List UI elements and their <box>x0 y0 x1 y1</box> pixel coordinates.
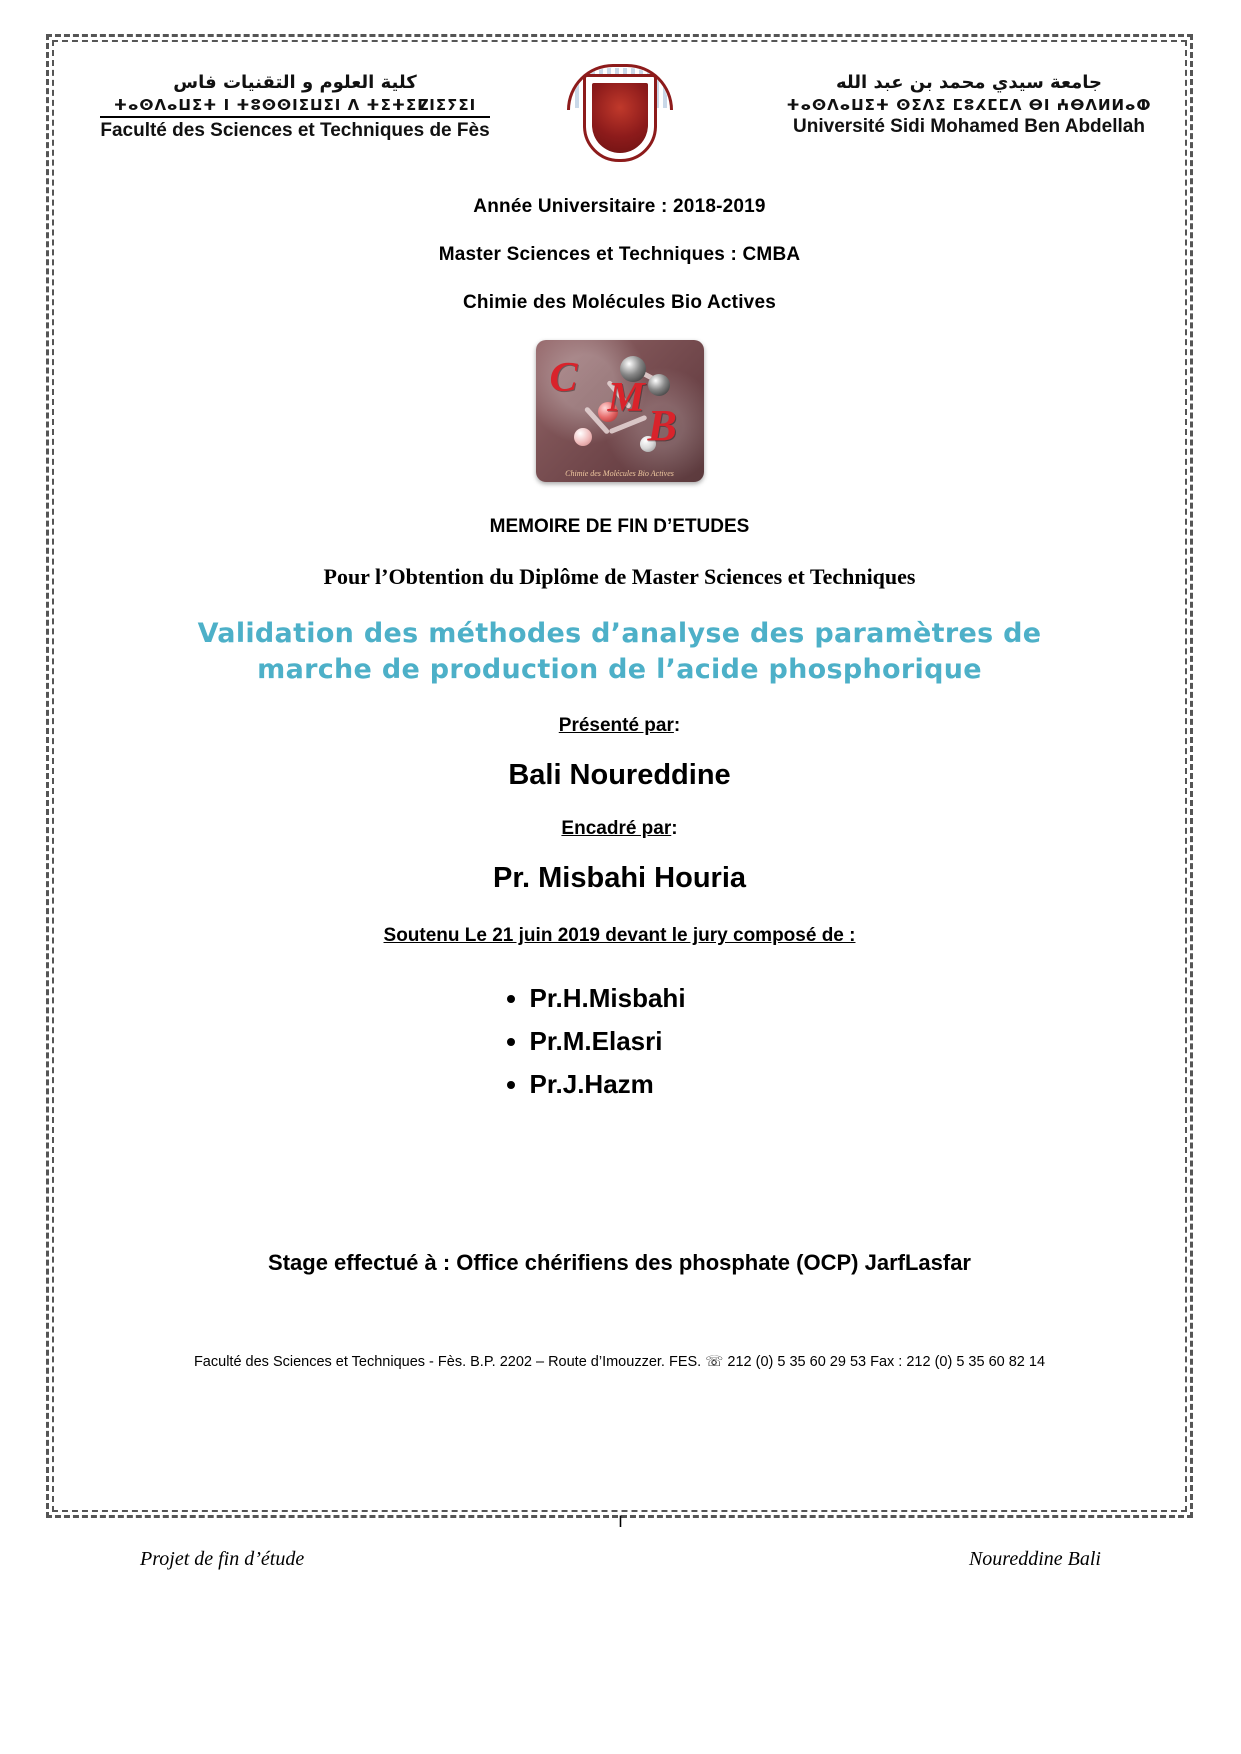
footer-right-note: Noureddine Bali <box>968 1548 1101 1570</box>
cmba-logo-image <box>536 340 704 482</box>
logo-letter-c: C <box>549 355 578 401</box>
logo-caption: Chimie des Molécules Bio Actives <box>565 469 674 478</box>
presented-by-colon: : <box>673 714 681 736</box>
logo-letter-b: B <box>647 401 677 450</box>
list-item: • Pr.M.Elasri <box>530 1026 830 1057</box>
university-identity <box>769 72 1169 138</box>
supervised-by-label <box>64 818 1175 840</box>
supervised-by-text: Encadré par <box>561 817 672 839</box>
degree-purpose: Pour l’Obtention du Diplôme de Master Sciences et Techniques <box>323 564 916 589</box>
supervisor-name: Pr. Misbahi Houria <box>493 861 746 894</box>
faculty-name-tifinagh: ⵜⴰⵙⴷⴰⵡⵉⵜ ⵏ ⵜⵓⵙⵙⵏⵉⵡⵉⵏ ⴷ ⵜⵉⵜⵉⵇⵏⵉⵢⵉⵏ <box>113 96 477 114</box>
molecule-atom <box>648 374 670 396</box>
supervised-by-colon: : <box>671 817 678 839</box>
program-fullname: Chimie des Molécules Bio Actives <box>463 292 776 313</box>
page-title: Validation des méthodes d’analyse des paramètres de marche de production de l’acide phosphorique <box>197 618 1042 686</box>
faculty-name-arabic: كلية العلوم و التقنيات فاس <box>173 72 417 93</box>
jury-list <box>410 983 830 1100</box>
university-seal-icon <box>565 62 675 166</box>
faculty-identity <box>70 72 520 142</box>
list-item: • Pr.H.Misbahi <box>530 983 830 1014</box>
footer-left-note: Projet de fin d’étude <box>140 1548 305 1570</box>
faculty-name-french: Faculté des Sciences et Techniques de Fès <box>100 116 489 142</box>
phone-icon: ☏ <box>705 1353 724 1370</box>
footer-address-part2: 212 (0) 5 35 60 29 53 Fax : 212 (0) 5 35 60 82 14 <box>727 1353 1046 1370</box>
university-name-tifinagh: ⵜⴰⵙⴷⴰⵡⵉⵜ ⵙⵉⴷⵉ ⵎⵓⵃⵎⵎⴷ ⴱⵏ ⵄⴱⴷⵍⵍⴰⵀ <box>786 96 1152 114</box>
university-name-french: Université Sidi Mohamed Ben Abdellah <box>793 116 1145 137</box>
molecule-atom <box>574 428 592 446</box>
page-content <box>64 48 1175 1504</box>
list-item: • Pr.J.Hazm <box>530 1069 830 1100</box>
logo-letter-m: M <box>607 375 645 421</box>
footer-address-part1: Faculté des Sciences et Techniques - Fès. B.P. 2202 – Route d’Imouzzer. FES. <box>193 1353 702 1370</box>
presented-by-text: Présenté par <box>558 714 674 736</box>
document-header <box>64 54 1175 164</box>
footer-address <box>64 1354 1175 1370</box>
author-name: Bali Noureddine <box>508 758 731 791</box>
master-program: Master Sciences et Techniques : CMBA <box>438 244 801 265</box>
seal-shield-inner <box>592 83 648 153</box>
document-type: MEMOIRE DE FIN D’ETUDES <box>489 516 750 537</box>
page-number: I <box>618 1512 623 1531</box>
presented-by-label <box>64 715 1175 737</box>
academic-year: Année Universitaire : 2018-2019 <box>473 196 766 217</box>
seal-shield <box>583 74 657 162</box>
internship-line: Stage effectué à : Office chérifiens des phosphate (OCP) JarfLasfar <box>268 1249 971 1275</box>
defense-line: Soutenu Le 21 juin 2019 devant le jury composé de : <box>383 924 856 946</box>
university-name-arabic: جامعة سيدي محمد بن عبد الله <box>835 72 1102 93</box>
